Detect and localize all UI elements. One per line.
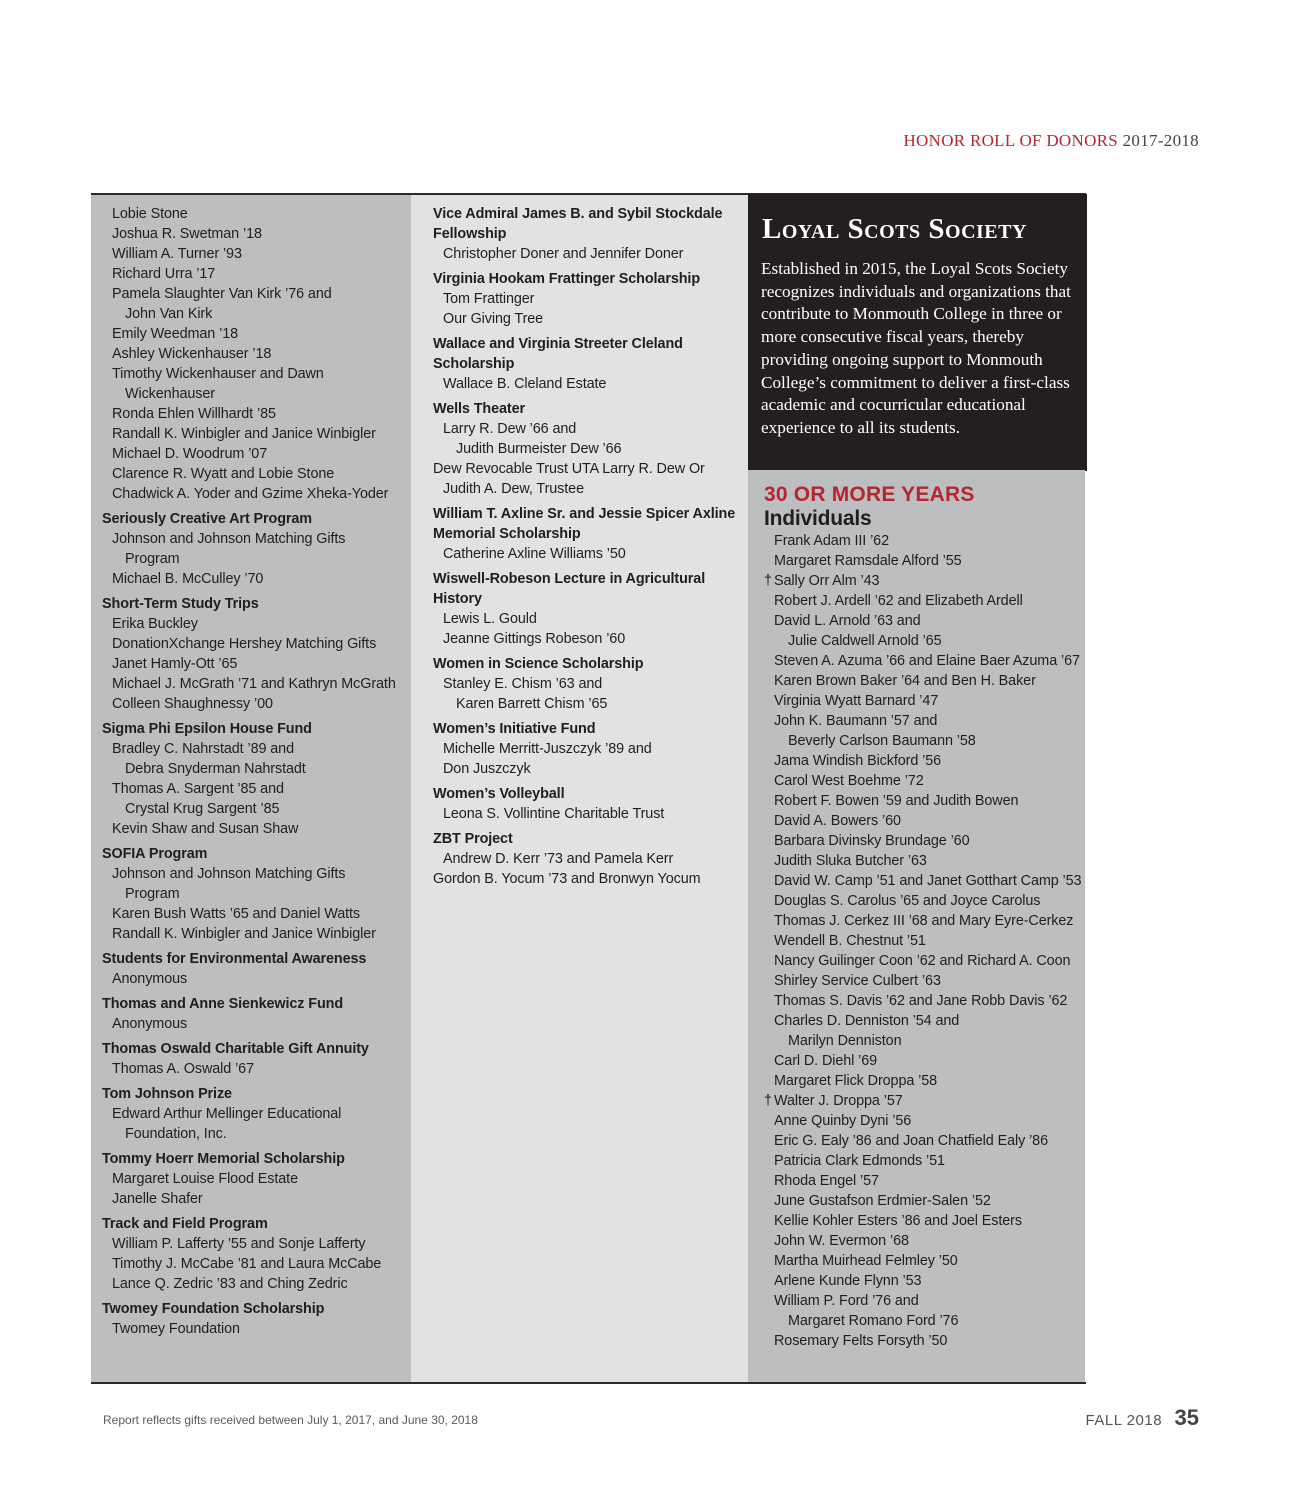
fund-group: [102, 844, 411, 944]
fund-group: [433, 269, 748, 329]
donor-line: June Gustafson Erdmier-Salen ’52: [774, 1193, 991, 1209]
fund-group: [102, 1214, 411, 1294]
fund-heading: Short-Term Study Trips: [102, 596, 259, 612]
donor-line: David A. Bowers ’60: [774, 813, 901, 829]
donor-line: Kellie Kohler Esters ’86 and Joel Esters: [774, 1213, 1022, 1229]
donor-line: Tom Frattinger: [443, 291, 535, 307]
donor-line: Karen Bush Watts ’65 and Daniel Watts: [112, 906, 360, 922]
donor-line: Jeanne Gittings Robeson ’60: [443, 631, 626, 647]
fund-group: [102, 994, 411, 1034]
donor-line: Shirley Service Culbert ’63: [774, 973, 941, 989]
donor-line: Anonymous: [112, 971, 188, 987]
donor-line: Margaret Louise Flood Estate: [112, 1171, 298, 1187]
donor-line: Douglas S. Carolus ’65 and Joyce Carolus: [774, 893, 1041, 909]
donor-line: DonationXchange Hershey Matching Gifts: [112, 636, 377, 652]
fund-heading: Scholarship: [433, 356, 515, 372]
donor-line: Janet Hamly-Ott ’65: [112, 656, 238, 672]
donor-line: Program: [125, 886, 180, 902]
fund-heading: William T. Axline Sr. and Jessie Spicer Axline: [433, 506, 736, 522]
fund-heading: Virginia Hookam Frattinger Scholarship: [433, 271, 701, 287]
fund-heading: Thomas Oswald Charitable Gift Annuity: [102, 1041, 369, 1057]
fund-group: [433, 399, 748, 499]
donor-line: Nancy Guilinger Coon ’62 and Richard A. Coon: [774, 953, 1071, 969]
donor-line: Leona S. Vollintine Charitable Trust: [443, 806, 665, 822]
fund-group: [433, 204, 748, 264]
donor-line: Julie Caldwell Arnold ’65: [788, 633, 942, 649]
fund-heading: Thomas and Anne Sienkewicz Fund: [102, 996, 344, 1012]
fund-heading: Women’s Initiative Fund: [433, 721, 596, 737]
donor-line: Foundation, Inc.: [125, 1126, 227, 1142]
donor-line: Virginia Wyatt Barnard ’47: [774, 693, 939, 709]
donor-line: Randall K. Winbigler and Janice Winbigler: [112, 426, 376, 442]
donor-line: Randall K. Winbigler and Janice Winbigler: [112, 926, 376, 942]
donor-line: Lance Q. Zedric ’83 and Ching Zedric: [112, 1276, 348, 1292]
fund-heading: Twomey Foundation Scholarship: [102, 1301, 325, 1317]
donor-line: Judith A. Dew, Trustee: [443, 481, 584, 497]
years-heading: 30 OR MORE YEARS: [764, 483, 975, 506]
donor-line: Johnson and Johnson Matching Gifts: [112, 866, 346, 882]
donor-line: Barbara Divinsky Brundage ’60: [774, 833, 970, 849]
fund-heading: Vice Admiral James B. and Sybil Stockdale: [433, 206, 723, 222]
donor-line: Chadwick A. Yoder and Gzime Xheka-Yoder: [112, 486, 389, 502]
fund-heading: Wiswell-Robeson Lecture in Agricultural: [433, 571, 706, 587]
donor-line: Lewis L. Gould: [443, 611, 537, 627]
fund-group: [433, 504, 748, 564]
donor-line: Michelle Merritt-Juszczyk ’89 and: [443, 741, 652, 757]
donor-line: Anonymous: [112, 1016, 188, 1032]
donor-line: Margaret Flick Droppa ’58: [774, 1073, 938, 1089]
donor-line: Janelle Shafer: [112, 1191, 203, 1207]
donor-line: Erika Buckley: [112, 616, 198, 632]
donor-line: Andrew D. Kerr ’73 and Pamela Kerr: [443, 851, 674, 867]
donor-line: William A. Turner ’93: [112, 246, 242, 262]
donor-line: Beverly Carlson Baumann ’58: [788, 733, 976, 749]
donor-line: Judith Sluka Butcher ’63: [774, 853, 927, 869]
donor-line: Karen Brown Baker ’64 and Ben H. Baker: [774, 673, 1036, 689]
fund-group: [433, 654, 748, 714]
donor-line: Wallace B. Cleland Estate: [443, 376, 607, 392]
donor-line: Patricia Clark Edmonds ’51: [774, 1153, 945, 1169]
donor-line: Clarence R. Wyatt and Lobie Stone: [112, 466, 335, 482]
running-header: [903, 131, 1199, 151]
donor-line: Michael J. McGrath ’71 and Kathryn McGrath: [112, 676, 396, 692]
footer-season: FALL 2018: [1085, 1412, 1163, 1429]
fund-group: [102, 1039, 411, 1079]
fund-heading: Wells Theater: [433, 401, 526, 417]
column-2: [411, 195, 748, 1382]
donor-line: Richard Urra ’17: [112, 266, 216, 282]
fund-group: [102, 949, 411, 989]
donor-line: John W. Evermon ’68: [774, 1233, 909, 1249]
fund-heading: Women’s Volleyball: [433, 786, 565, 802]
donor-line: David L. Arnold ’63 and: [774, 613, 921, 629]
donor-line: Thomas J. Cerkez III ’68 and Mary Eyre-Cerkez: [774, 913, 1074, 929]
fund-group: [433, 719, 748, 779]
fund-heading: History: [433, 591, 482, 607]
deceased-dagger-icon: †: [764, 1093, 772, 1109]
donor-line: Kevin Shaw and Susan Shaw: [112, 821, 299, 837]
donor-line: William P. Lafferty ’55 and Sonje Lafferty: [112, 1236, 366, 1252]
donor-line: Christopher Doner and Jennifer Doner: [443, 246, 684, 262]
donor-line: Crystal Krug Sargent ’85: [125, 801, 280, 817]
fund-heading: Sigma Phi Epsilon House Fund: [102, 721, 312, 737]
donor-line: Anne Quinby Dyni ’56: [774, 1113, 912, 1129]
fund-heading: Track and Field Program: [102, 1216, 268, 1232]
donor-line: Robert F. Bowen ’59 and Judith Bowen: [774, 793, 1019, 809]
donor-line: Rosemary Felts Forsyth ’50: [774, 1333, 948, 1349]
fund-group: [102, 594, 411, 714]
donor-line: Stanley E. Chism ’63 and: [443, 676, 603, 692]
donor-line: [764, 571, 1085, 591]
fund-group: [102, 1084, 411, 1144]
donor-line: Arlene Kunde Flynn ’53: [774, 1273, 922, 1289]
donor-line: Our Giving Tree: [443, 311, 544, 327]
donor-line: Johnson and Johnson Matching Gifts: [112, 531, 346, 547]
donor-line: Don Juszczyk: [443, 761, 531, 777]
donor-line: Margaret Romano Ford ’76: [788, 1313, 959, 1329]
footer-note: Report reflects gifts received between July 1, 2017, and June 30, 2018: [103, 1413, 478, 1427]
loyal-scots-description: Established in 2015, the Loyal Scots Society recognizes individuals and organizations that contribute to Monmouth College in three or more consecutive fiscal years, thereby providing ongoing support to Monmouth College’s commitment to deliver a first-class academic and cocurricular educational experience to all its students.: [761, 259, 1071, 437]
donor-line: Debra Snyderman Nahrstadt: [125, 761, 306, 777]
donor-line: Gordon B. Yocum ’73 and Bronwyn Yocum: [433, 871, 701, 887]
continued-donor-list: [102, 204, 411, 504]
fund-heading: Tommy Hoerr Memorial Scholarship: [102, 1151, 345, 1167]
fund-group: [102, 509, 411, 589]
column-3: [748, 470, 1085, 1382]
donor-line: Thomas A. Oswald ’67: [112, 1061, 254, 1077]
donor-line: Thomas S. Davis ’62 and Jane Robb Davis ’62: [774, 993, 1068, 1009]
fund-group: [433, 784, 748, 824]
donor-line: Dew Revocable Trust UTA Larry R. Dew Or: [433, 461, 705, 477]
bottom-rule: [91, 1382, 1086, 1384]
donor-line: Eric G. Ealy ’86 and Joan Chatfield Ealy ’86: [774, 1133, 1048, 1149]
donor-name: Walter J. Droppa ’57: [774, 1093, 903, 1109]
donor-line: Michael D. Woodrum ’07: [112, 446, 268, 462]
donor-line: Lobie Stone: [112, 206, 188, 222]
donor-line: Thomas A. Sargent ’85 and: [112, 781, 284, 797]
donor-line: Jama Windish Bickford ’56: [774, 753, 942, 769]
donor-line: Timothy J. McCabe ’81 and Laura McCabe: [112, 1256, 382, 1272]
donor-line: Charles D. Denniston ’54 and: [774, 1013, 960, 1029]
donor-line: Colleen Shaughnessy ’00: [112, 696, 273, 712]
donor-line: Joshua R. Swetman ’18: [112, 226, 262, 242]
donor-line: Wendell B. Chestnut ’51: [774, 933, 926, 949]
loyal-scots-title: Loyal Scots Society: [762, 213, 1027, 245]
donor-line: Emily Weedman ’18: [112, 326, 239, 342]
fund-group: [433, 569, 748, 649]
fund-heading: Wallace and Virginia Streeter Cleland: [433, 336, 683, 352]
donor-line: Marilyn Denniston: [788, 1033, 902, 1049]
fund-group: [433, 334, 748, 394]
donor-line: Judith Burmeister Dew ’66: [456, 441, 622, 457]
donor-line: Catherine Axline Williams ’50: [443, 546, 626, 562]
footer-folio: [1086, 1405, 1199, 1431]
donor-line: Wickenhauser: [125, 386, 215, 402]
donor-line: Karen Barrett Chism ’65: [456, 696, 608, 712]
fund-group: [102, 1149, 411, 1209]
column-1: [91, 195, 411, 1382]
donor-line: Martha Muirhead Felmley ’50: [774, 1253, 958, 1269]
donor-line: Ashley Wickenhauser ’18: [112, 346, 272, 362]
donor-line: William P. Ford ’76 and: [774, 1293, 919, 1309]
donor-line: David W. Camp ’51 and Janet Gotthart Camp ’53: [774, 873, 1082, 889]
donor-line: Carl D. Diehl ’69: [774, 1053, 878, 1069]
fund-group: [433, 829, 748, 889]
fund-heading: Women in Science Scholarship: [433, 656, 644, 672]
header-years: 2017-2018: [1122, 131, 1199, 150]
page-number: 35: [1174, 1405, 1199, 1430]
fund-heading: Memorial Scholarship: [433, 526, 581, 542]
donor-line: Frank Adam III ’62: [774, 533, 889, 549]
fund-heading: SOFIA Program: [102, 846, 208, 862]
donor-line: Michael B. McCulley ’70: [112, 571, 264, 587]
donor-line: John Van Kirk: [125, 306, 213, 322]
donor-line: [764, 1091, 1085, 1111]
donor-line: Carol West Boehme ’72: [774, 773, 924, 789]
donor-line: Larry R. Dew ’66 and: [443, 421, 577, 437]
fund-group: [102, 1299, 411, 1339]
donor-line: Margaret Ramsdale Alford ’55: [774, 553, 962, 569]
fund-heading: Students for Environmental Awareness: [102, 951, 367, 967]
loyal-scots-panel: [748, 194, 1087, 471]
donor-line: John K. Baumann ’57 and: [774, 713, 938, 729]
fund-heading: Seriously Creative Art Program: [102, 511, 313, 527]
fund-group: [102, 719, 411, 839]
fund-heading: Tom Johnson Prize: [102, 1086, 232, 1102]
donor-line: Rhoda Engel ’57: [774, 1173, 879, 1189]
donor-line: Pamela Slaughter Van Kirk ’76 and: [112, 286, 332, 302]
deceased-dagger-icon: †: [764, 573, 772, 589]
donor-line: Timothy Wickenhauser and Dawn: [112, 366, 324, 382]
donor-line: Program: [125, 551, 180, 567]
fund-heading: Fellowship: [433, 226, 507, 242]
donor-name: Sally Orr Alm ’43: [774, 573, 880, 589]
individuals-heading: Individuals: [764, 507, 872, 530]
donor-line: Twomey Foundation: [112, 1321, 240, 1337]
donor-line: Bradley C. Nahrstadt ’89 and: [112, 741, 294, 757]
donor-line: Robert J. Ardell ’62 and Elizabeth Ardell: [774, 593, 1023, 609]
donor-line: Ronda Ehlen Willhardt ’85: [112, 406, 276, 422]
donor-line: Steven A. Azuma ’66 and Elaine Baer Azuma ’67: [774, 653, 1080, 669]
donor-line: Edward Arthur Mellinger Educational: [112, 1106, 342, 1122]
fund-heading: ZBT Project: [433, 831, 513, 847]
header-title: HONOR ROLL OF DONORS: [903, 131, 1119, 150]
